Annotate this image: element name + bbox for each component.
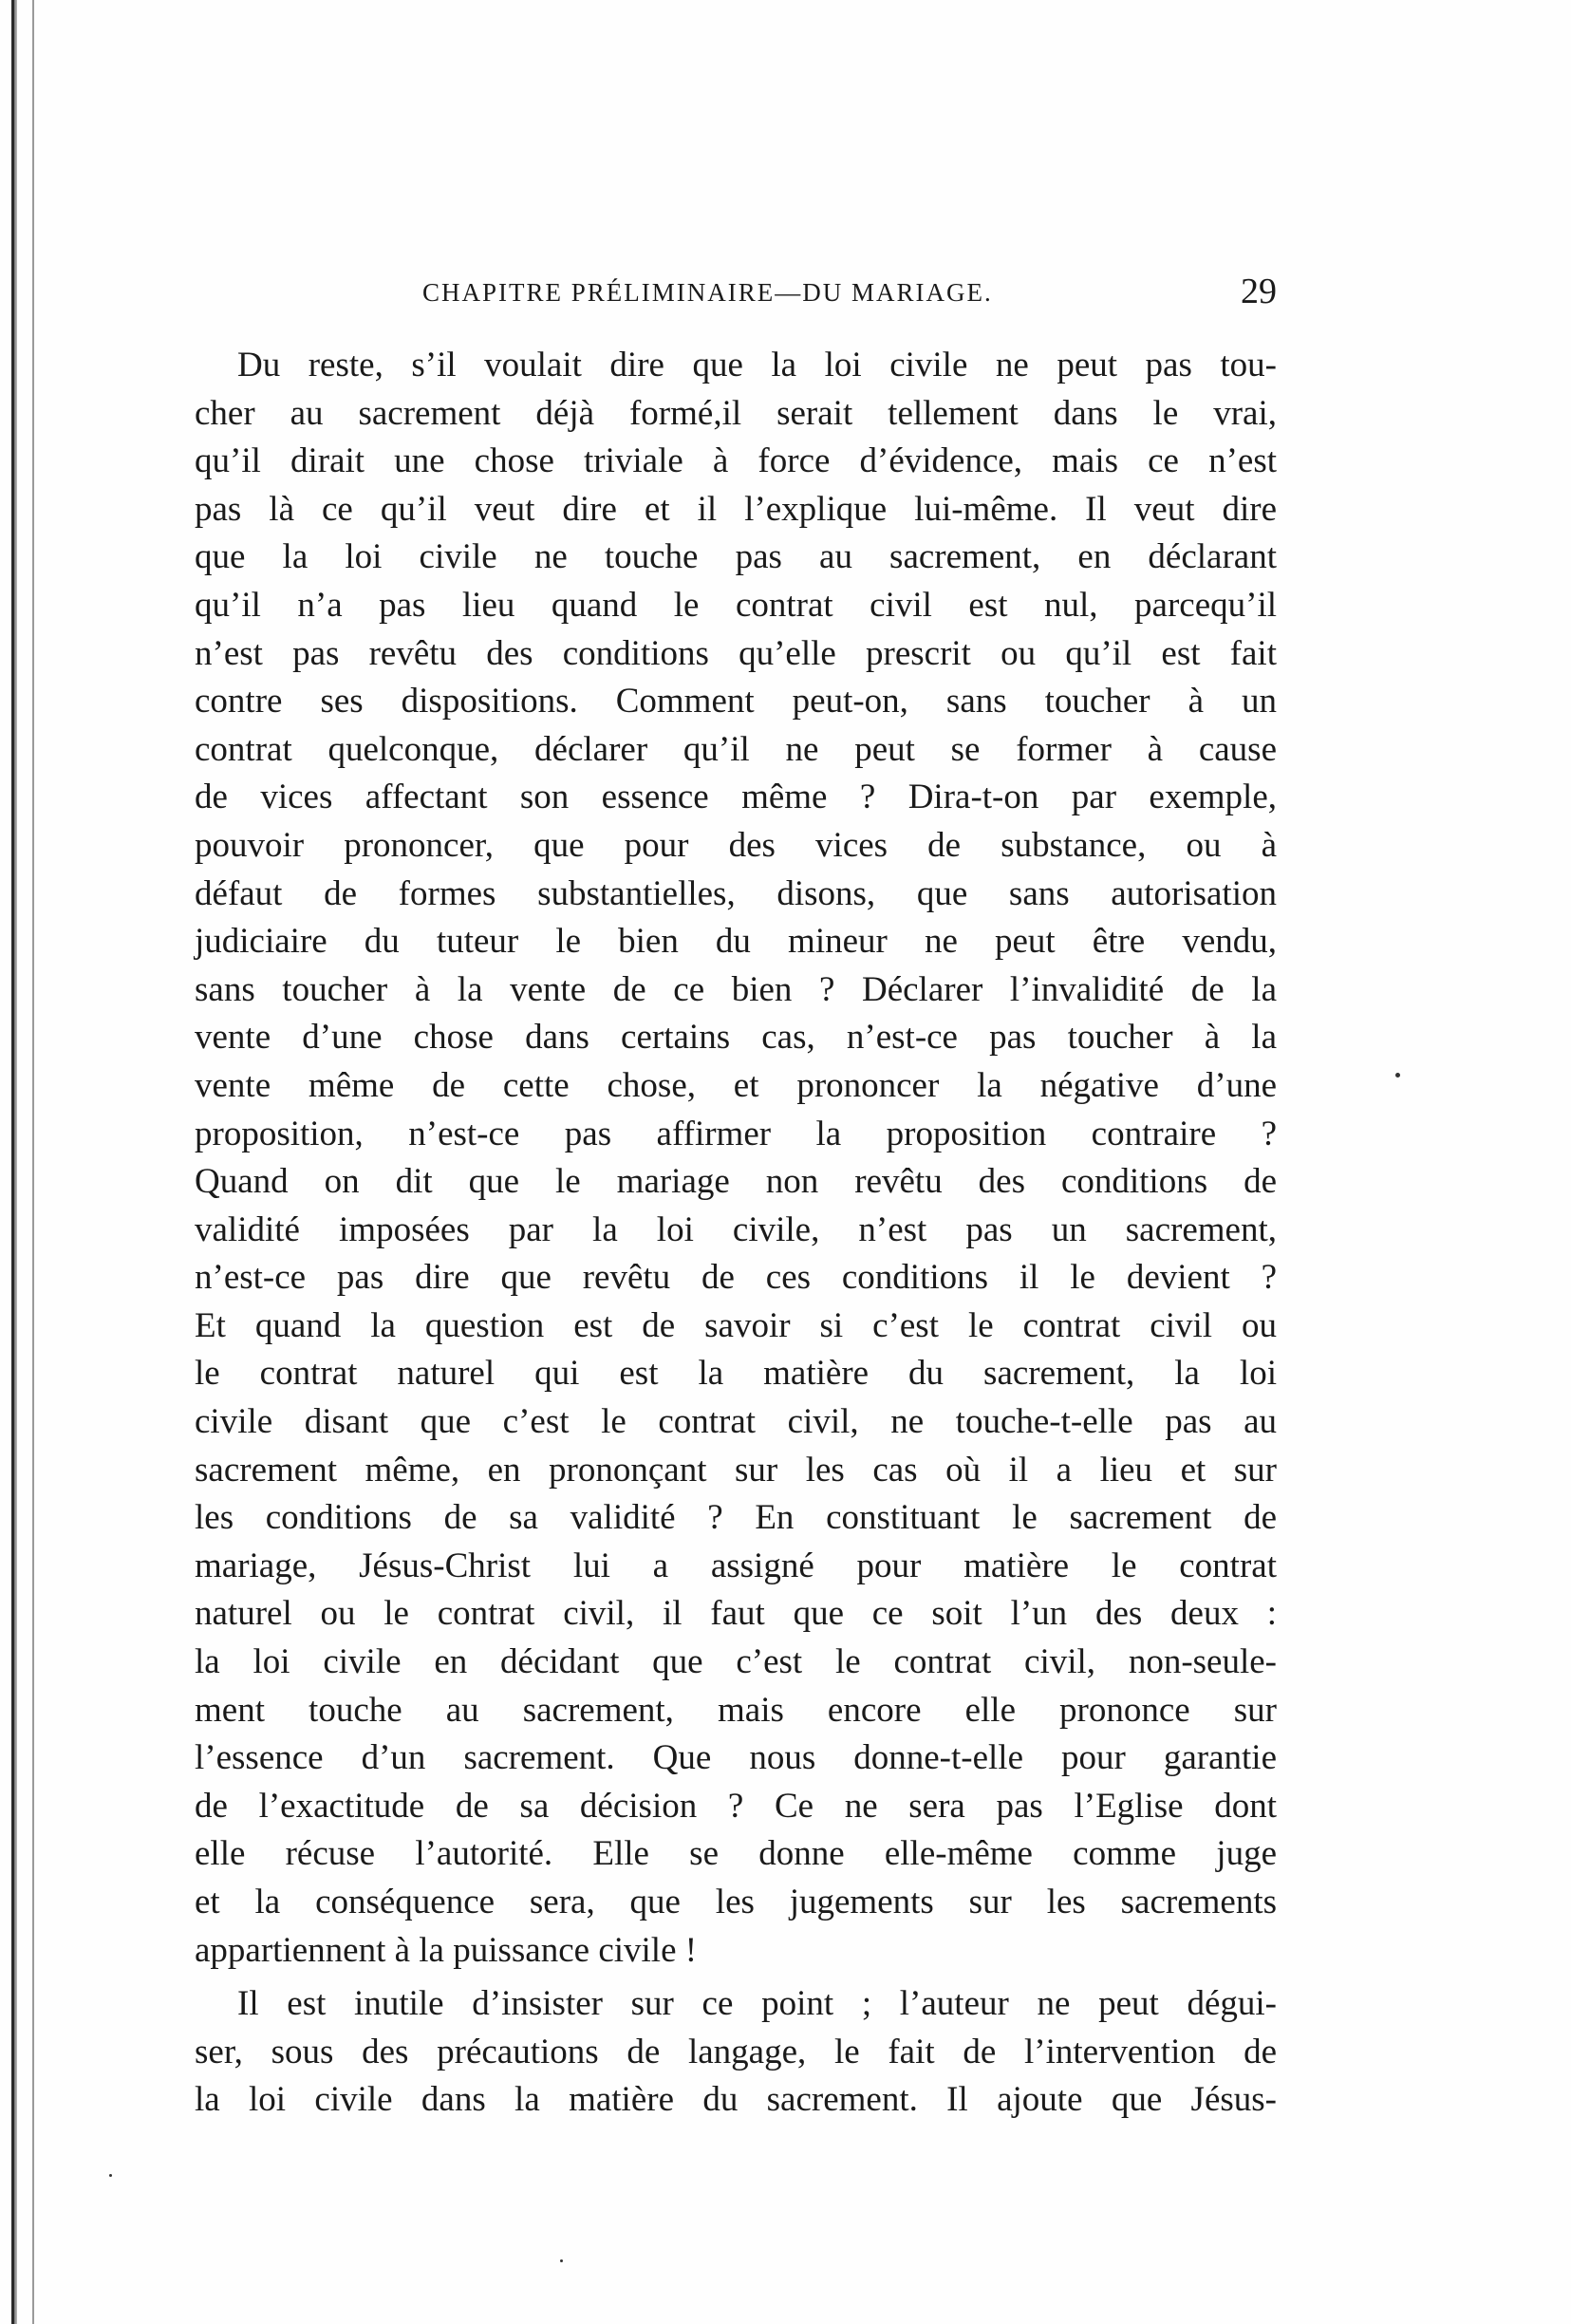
scan-speck bbox=[560, 2259, 563, 2262]
running-head bbox=[422, 271, 1277, 318]
text-line: le contrat naturel qui est la matière du sacrement, la loi bbox=[195, 1354, 1277, 1394]
binding-edge bbox=[11, 0, 17, 2324]
paragraph-2 bbox=[195, 1980, 1277, 2125]
text-line: sans toucher à la vente de ce bien ? Déclarer l’invalidité de la bbox=[195, 969, 1277, 1009]
text-line: validité imposées par la loi civile, n’est pas un sacrement, bbox=[195, 1209, 1277, 1249]
body-text bbox=[195, 342, 1277, 2125]
text-line: Et quand la question est de savoir si c’est le contrat civil ou bbox=[195, 1305, 1277, 1345]
text-line: pas là ce qu’il veut dire et il l’explique lui-même. Il veut dire bbox=[195, 489, 1277, 529]
text-line: les conditions de sa validité ? En constituant le sacrement de bbox=[195, 1498, 1277, 1538]
text-line: que la loi civile ne touche pas au sacrement, en déclarant bbox=[195, 537, 1277, 577]
text-line: de l’exactitude de sa décision ? Ce ne sera pas l’Eglise dont bbox=[195, 1786, 1277, 1826]
text-line: contre ses dispositions. Comment peut-on, sans toucher à un bbox=[195, 682, 1277, 722]
text-line: cher au sacrement déjà formé,il serait tellement dans le vrai, bbox=[195, 393, 1277, 433]
text-line: et la conséquence sera, que les jugements sur les sacrements bbox=[195, 1883, 1277, 1921]
text-line: contrat quelconque, déclarer qu’il ne peut se former à cause bbox=[195, 729, 1277, 769]
text-line: l’essence d’un sacrement. Que nous donne-t-elle pour garantie bbox=[195, 1738, 1277, 1778]
text-line: civile disant que c’est le contrat civil, ne touche-t-elle pas au bbox=[195, 1402, 1277, 1442]
text-line: ment touche au sacrement, mais encore elle prononce sur bbox=[195, 1690, 1277, 1730]
text-line: n’est-ce pas dire que revêtu de ces conditions il le devient ? bbox=[195, 1258, 1277, 1298]
binding-edge-shadow bbox=[32, 0, 34, 2324]
scan-speck bbox=[109, 2174, 112, 2177]
text-line: Du reste, s’il voulait dire que la loi civile ne peut pas tou- bbox=[237, 346, 1277, 384]
text-line: défaut de formes substantielles, disons, que sans autorisation bbox=[195, 873, 1277, 913]
text-line: Il est inutile d’insister sur ce point ; l’auteur ne peut dégui- bbox=[237, 1984, 1277, 2024]
text-line: Quand on dit que le mariage non revêtu des conditions de bbox=[195, 1162, 1277, 1202]
text-line: vente d’une chose dans certains cas, n’est-ce pas toucher à la bbox=[195, 1018, 1277, 1058]
text-line: ser, sous des précautions de langage, le fait de l’intervention de bbox=[195, 2032, 1277, 2071]
text-line: qu’il n’a pas lieu quand le contrat civil est nul, parcequ’il bbox=[195, 585, 1277, 625]
text-line: judiciaire du tuteur le bien du mineur ne peut être vendu, bbox=[195, 922, 1277, 962]
text-line: de vices affectant son essence même ? Dira-t-on par exemple, bbox=[195, 778, 1277, 817]
text-line: la loi civile dans la matière du sacrement. Il ajoute que Jésus- bbox=[195, 2080, 1277, 2120]
text-line: elle récuse l’autorité. Elle se donne elle-même comme juge bbox=[195, 1834, 1277, 1874]
running-title: CHAPITRE PRÉLIMINAIRE—DU MARIAGE. bbox=[422, 278, 993, 307]
text-line: vente même de cette chose, et prononcer la négative d’une bbox=[195, 1065, 1277, 1105]
text-line: appartiennent à la puissance civile ! bbox=[195, 1930, 698, 1970]
text-line: naturel ou le contrat civil, il faut que ce soit l’un des deux : bbox=[195, 1594, 1277, 1634]
text-line: proposition, n’est-ce pas affirmer la proposition contraire ? bbox=[195, 1114, 1277, 1153]
page-number: 29 bbox=[1241, 272, 1277, 311]
text-line: qu’il dirait une chose triviale à force d’évidence, mais ce n’est bbox=[195, 441, 1277, 481]
text-line: pouvoir prononcer, que pour des vices de substance, ou à bbox=[195, 825, 1277, 865]
text-line: sacrement même, en prononçant sur les cas où il a lieu et sur bbox=[195, 1450, 1277, 1490]
scan-speck bbox=[1395, 1073, 1400, 1078]
text-line: n’est pas revêtu des conditions qu’elle prescrit ou qu’il est fait bbox=[195, 633, 1277, 673]
text-line: la loi civile en décidant que c’est le contrat civil, non-seule- bbox=[195, 1642, 1277, 1682]
paragraph-1 bbox=[195, 342, 1277, 1975]
text-line: mariage, Jésus-Christ lui a assigné pour matière le contrat bbox=[195, 1546, 1277, 1585]
